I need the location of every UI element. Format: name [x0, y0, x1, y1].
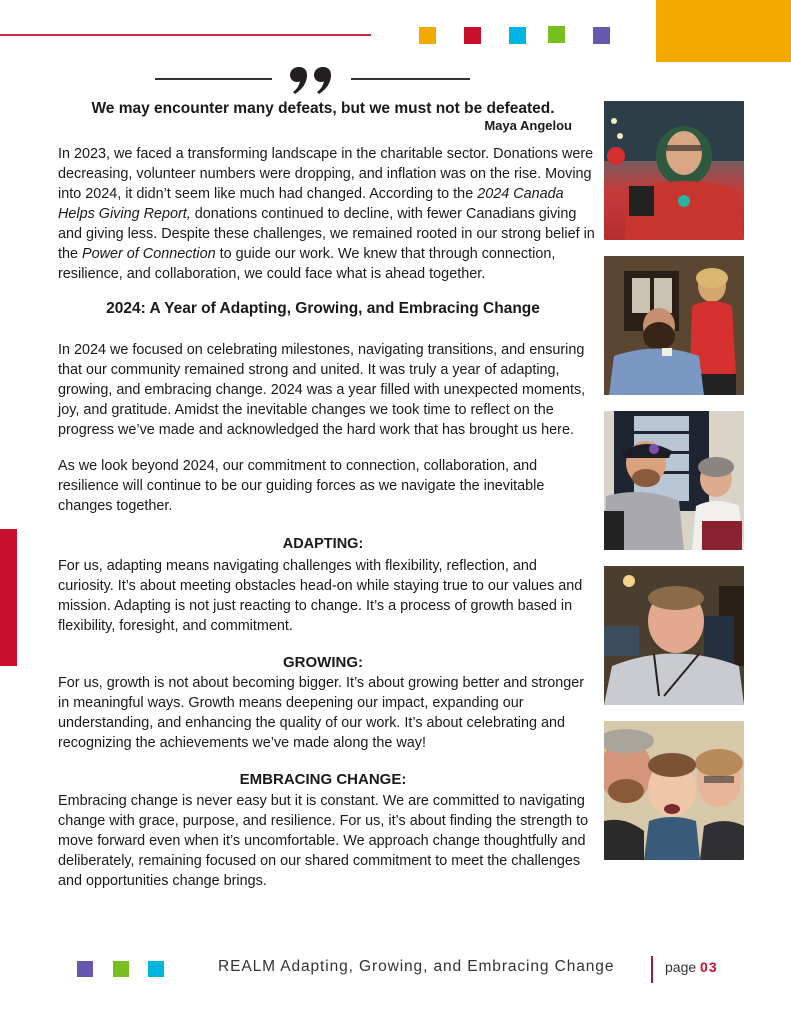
- header-square-purple: [593, 27, 610, 44]
- footer-square-purple: [77, 961, 93, 977]
- page-label: page: [665, 959, 697, 975]
- photo-illustration: [604, 101, 744, 240]
- quote-text: We may encounter many defeats, but we must not be defeated.: [91, 100, 555, 117]
- growing-body: For us, growth is not about becoming bigger. It’s about growing better and stronger in meaningful ways. Growth means deepening our impact, expanding our understanding, and enhancing the quality of our work. It’s about celebrating and recognizing the achievements we’ve made along the way!: [58, 675, 585, 751]
- section-title: 2024: A Year of Adapting, Growing, and Embracing Change: [106, 300, 540, 317]
- intro-text-3: to guide our work. We knew that through connection, resilience, and collaboration, we could face what is ahead together.: [58, 246, 556, 282]
- header-square-red: [464, 27, 481, 44]
- photo-illustration: [604, 411, 744, 550]
- photo-bearded-man-and-woman-laughing: [604, 256, 744, 395]
- embracing-change-heading: EMBRACING CHANGE:: [239, 771, 407, 788]
- photo-man-red-shirt-wheelchair: [604, 101, 744, 240]
- quote-author: Maya Angelou: [484, 118, 572, 133]
- intro-text-2: donations continued to decline, with fewer Canadians giving and giving less. Despite these challenges, we remained rooted in our strong belief in the: [58, 206, 595, 262]
- header-square-cyan: [509, 27, 526, 44]
- intro-paragraph: [58, 144, 596, 284]
- embracing-change-body: Embracing change is never easy but it is constant. We are committed to navigating change with grace, purpose, and resilience. For us, it’s about finding the strength to move forward even when it’s uncomfortable. We approach change thoughtfully and deliberately, remaining focused on our shared commitment to meet the challenges and opportunities change brings.: [58, 793, 589, 889]
- adapting-heading: ADAPTING:: [282, 536, 364, 552]
- corner-color-block: [656, 0, 791, 62]
- adapting-body: For us, adapting means navigating challenges with flexibility, reflection, and curiosity. It’s about meeting obstacles head-on while staying true to our values and mission. Adapting is not just reacting to change. It’s a process of growth based in flexibility, foresight, and commitment.: [58, 558, 583, 634]
- page-indicator: [665, 959, 718, 975]
- power-of-connection: Power of Connection: [82, 246, 216, 262]
- photo-smiling-man-grey-shirt: [604, 566, 744, 705]
- quote-divider-left: [155, 78, 272, 80]
- photo-illustration: [604, 256, 744, 395]
- footer-title: REALM Adapting, Growing, and Embracing Change: [218, 958, 615, 975]
- footer-divider: [651, 956, 653, 983]
- report-title: 2024 Canada Helps Giving Report,: [58, 186, 564, 222]
- paragraph-2024-focus: In 2024 we focused on celebrating milestones, navigating transitions, and ensuring that our community remained strong and united. It was truly a year of adapting, growing, and embracing change. 2024 was a year filled with unexpected moments, joy, and gratitude. Amidst the inevitable changes we took time to reflect on the progress we’ve made and acknowledged the hard work that has brought us here.: [58, 342, 586, 438]
- footer-square-cyan: [148, 961, 164, 977]
- side-accent-bar: [0, 529, 17, 666]
- paragraph-beyond-2024: As we look beyond 2024, our commitment to connection, collaboration, and resilience will continue to be our guiding forces as we navigate the inevitable changes together.: [58, 458, 545, 514]
- quote-divider-right: [351, 78, 470, 80]
- growing-heading: GROWING:: [283, 654, 363, 671]
- quotation-marks-icon: [290, 67, 336, 94]
- footer-square-green: [113, 961, 129, 977]
- intro-text-1: In 2023, we faced a transforming landscape in the charitable sector. Donations were decreasing, volunteer numbers were dropping, and inflation was on the rise. Moving into 2024, it didn’t seem like much had changed. According to the: [58, 146, 594, 202]
- photo-group-selfie: [604, 721, 744, 860]
- photo-illustration: [604, 566, 744, 705]
- photo-illustration: [604, 721, 744, 860]
- header-square-orange: [419, 27, 436, 44]
- page-number: 03: [700, 959, 718, 975]
- photo-man-cap-and-older-woman: [604, 411, 744, 550]
- header-accent-line: [0, 34, 371, 36]
- header-square-green: [548, 26, 565, 43]
